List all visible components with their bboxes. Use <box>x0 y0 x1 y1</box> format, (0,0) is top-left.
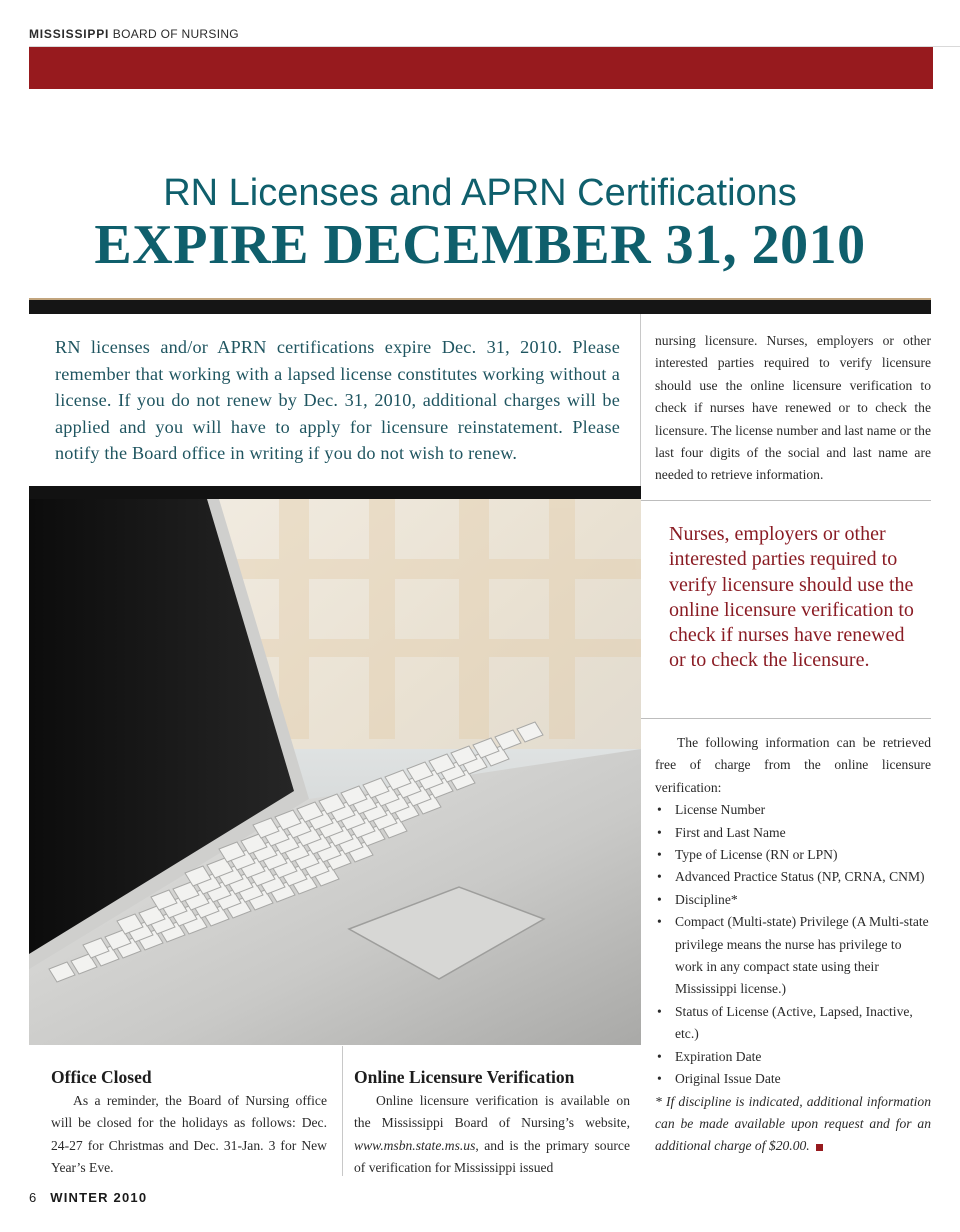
right-divider-2 <box>641 718 931 719</box>
intro-paragraph: RN licenses and/or APRN certifications expire Dec. 31, 2010. Please remember that working with a lapsed license constitutes working without a license. If you do not renew by Dec. 31, 2010, additional charges will be applied and you will have to apply for licensure reinstatement. Please notify the Board office in writing if you do not wish to renew. <box>55 337 620 463</box>
page-number: 6 <box>29 1190 38 1205</box>
list-item: • Advanced Practice Status (NP, CRNA, CNM) <box>655 866 931 888</box>
right-column-continued-text: nursing licensure. Nurses, employers or other interested parties required to verify licensure should use the online licensure verification to check if nurses have renewed or to check the licensure. The license number and last name or the last four digits of the social and last name are needed to retrieve information. <box>655 333 931 483</box>
online-verification-body-pre: Online licensure verification is available on the Mississippi Board of Nursing’s website, <box>354 1093 630 1131</box>
page-footer <box>29 1190 147 1205</box>
verification-info-block <box>655 732 931 1158</box>
list-item: • Expiration Date <box>655 1046 931 1068</box>
list-item: • Type of License (RN or LPN) <box>655 844 931 866</box>
pull-quote: Nurses, employers or other interested parties required to verify licensure should use the online licensure verification to check if nurses have renewed or to check the licensure. <box>669 523 914 672</box>
office-closed-section <box>51 1066 327 1180</box>
list-item: • Compact (Multi-state) Privilege (A Multi-state privilege means the nurse has privilege to work in any compact state using their Mississippi license.) <box>655 911 931 1001</box>
title-rule-thick <box>29 300 931 314</box>
online-verification-body <box>354 1090 630 1180</box>
laptop-photo <box>29 499 641 1045</box>
verification-intro: The following information can be retrieved free of charge from the online licensure verification: <box>655 735 931 795</box>
masthead-org-rest: BOARD OF NURSING <box>112 27 239 41</box>
board-website-link[interactable]: www.msbn.state.ms.us <box>354 1137 476 1153</box>
verification-list <box>655 799 931 1090</box>
online-verification-section <box>354 1066 630 1180</box>
headline-subtitle: RN Licenses and APRN Certifications <box>163 172 797 214</box>
right-divider-1 <box>641 500 931 501</box>
office-closed-heading: Office Closed <box>51 1067 152 1087</box>
masthead <box>29 27 239 41</box>
headline-main: EXPIRE DECEMBER 31, 2010 <box>94 214 866 276</box>
online-verification-heading: Online Licensure Verification <box>354 1067 575 1087</box>
list-item: • License Number <box>655 799 931 821</box>
list-item: • Status of License (Active, Lapsed, Inactive, etc.) <box>655 1001 931 1046</box>
column-divider-bottom <box>342 1046 343 1176</box>
masthead-org-bold: MISSISSIPPI <box>29 27 110 41</box>
column-divider-top <box>640 314 641 500</box>
online-verification-body-post: , and is the primary source of verification for Mississippi issued <box>354 1137 630 1176</box>
footnote-text: * If discipline is indicated, additional information can be made available upon request and for an additional charge of $20.00. <box>655 1093 931 1154</box>
list-item: • Original Issue Date <box>655 1068 931 1090</box>
issue-label: WINTER 2010 <box>50 1190 148 1205</box>
list-item: • Discipline* <box>655 889 931 911</box>
intro-black-bar <box>29 486 641 499</box>
discipline-footnote <box>655 1091 931 1158</box>
header-red-bar <box>29 47 933 89</box>
office-closed-body: As a reminder, the Board of Nursing office will be closed for the holidays as follows: Dec. 24-27 for Christmas and Dec. 31-Jan. 3 for New Year’s Eve. <box>51 1093 327 1176</box>
list-item: • First and Last Name <box>655 822 931 844</box>
end-of-article-square-icon <box>816 1144 823 1151</box>
